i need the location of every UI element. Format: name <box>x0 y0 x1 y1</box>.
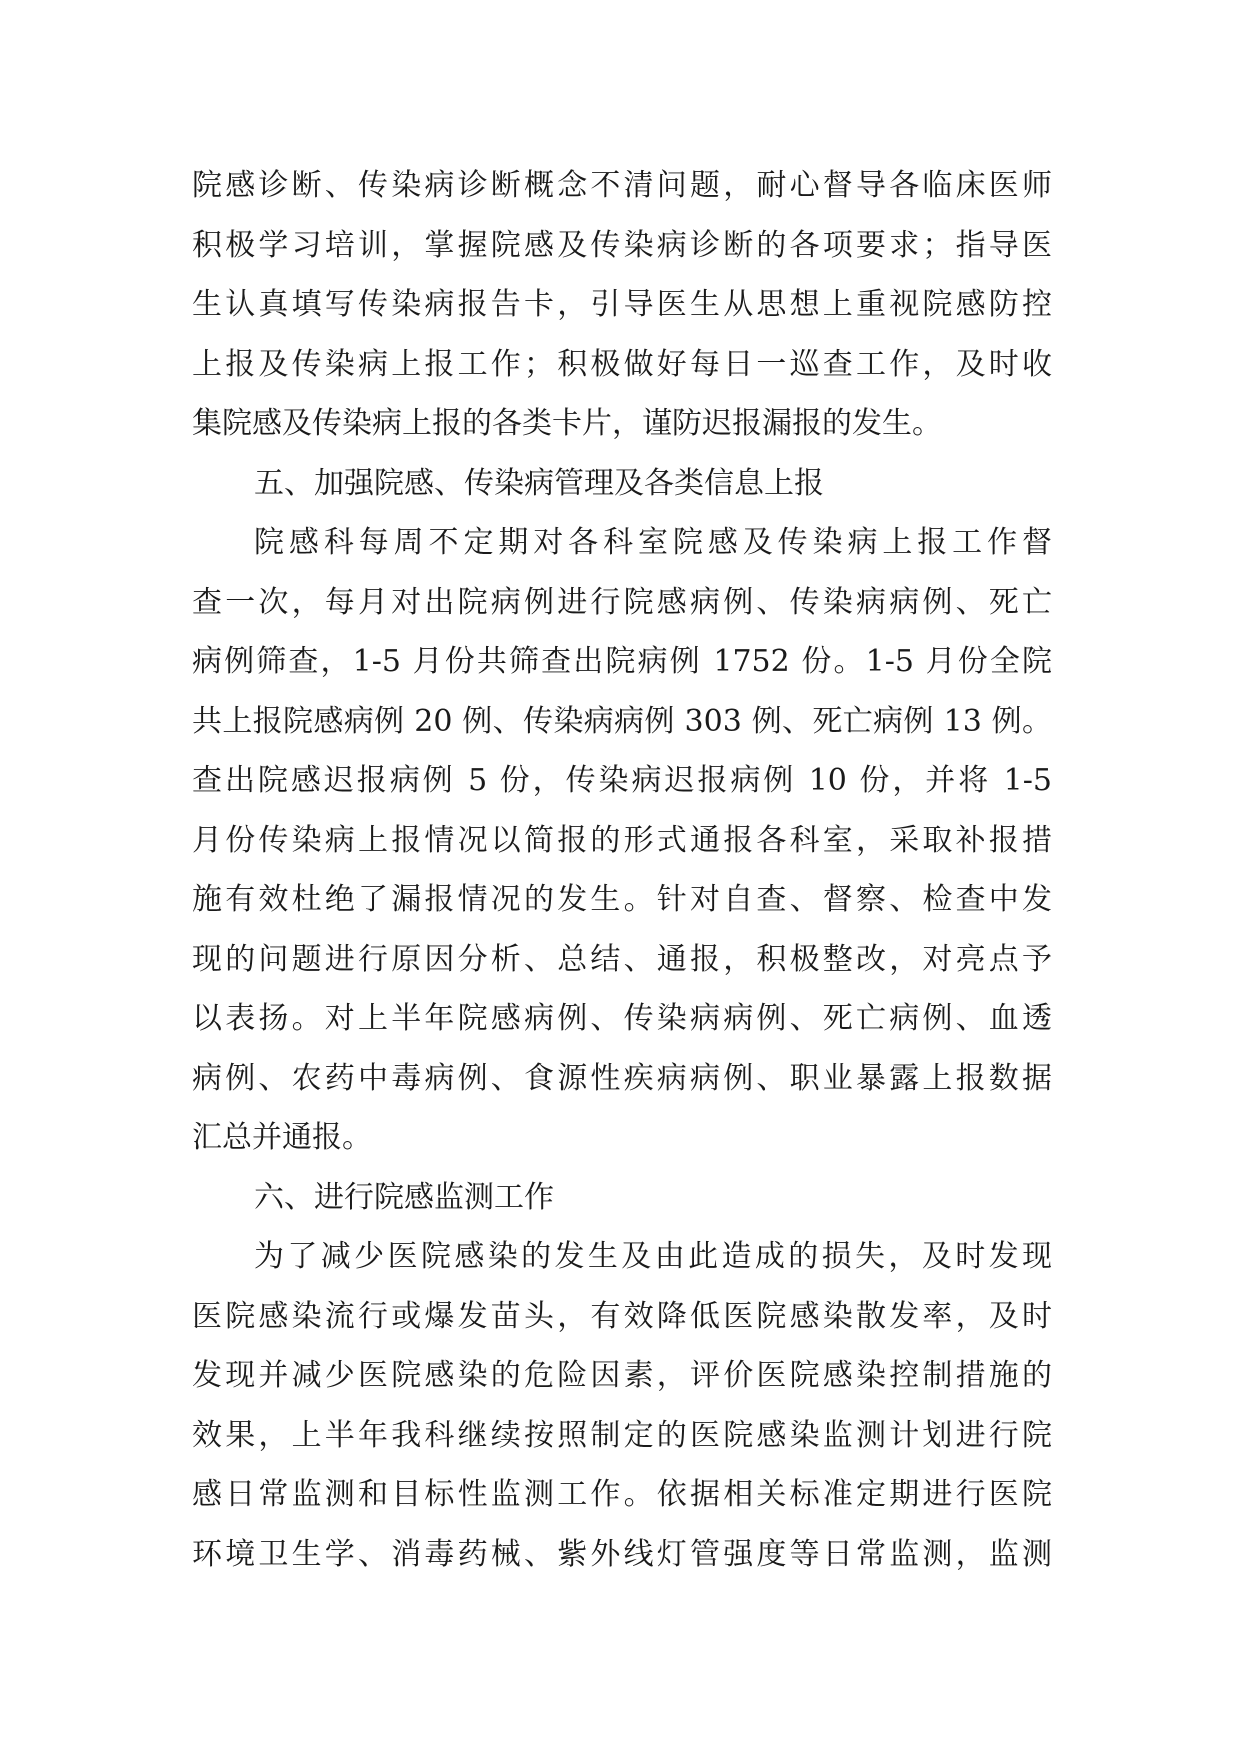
text-line: 病例、农药中毒病例、食源性疾病病例、职业暴露上报数据 <box>192 1060 1052 1096</box>
text-line: 环境卫生学、消毒药械、紫外线灯管强度等日常监测，监测 <box>192 1536 1052 1572</box>
text-line: 医院感染流行或爆发苗头，有效降低医院感染散发率，及时 <box>192 1298 1052 1334</box>
text-line: 感日常监测和目标性监测工作。依据相关标准定期进行医院 <box>192 1477 1052 1512</box>
text-line: 施有效杜绝了漏报情况的发生。针对自查、督察、检查中发 <box>192 882 1052 917</box>
document-body <box>192 156 1052 1584</box>
text-line: 病例筛查，1-5 月份共筛查出院病例 1752 份。1-5 月份全院 <box>192 644 1052 679</box>
text-line: 六、进行院感监测工作 <box>254 1179 554 1215</box>
paragraph-lines <box>192 156 1052 1584</box>
text-line: 查一次，每月对出院病例进行院感病例、传染病病例、死亡 <box>192 584 1052 620</box>
text-line: 月份传染病上报情况以简报的形式通报各科室，采取补报措 <box>192 822 1052 858</box>
text-line: 为了减少医院感染的发生及由此造成的损失，及时发现 <box>254 1239 1052 1274</box>
text-line: 以表扬。对上半年院感病例、传染病病例、死亡病例、血透 <box>192 1001 1052 1036</box>
text-line: 五、加强院感、传染病管理及各类信息上报 <box>254 465 824 501</box>
text-line: 集院感及传染病上报的各类卡片，谨防迟报漏报的发生。 <box>192 406 942 441</box>
text-line: 生认真填写传染病报告卡，引导医生从思想上重视院感防控 <box>192 287 1052 322</box>
text-line: 院感诊断、传染病诊断概念不清问题，耐心督导各临床医师 <box>192 168 1052 203</box>
text-line: 查出院感迟报病例 5 份，传染病迟报病例 10 份，并将 1-5 <box>192 763 1052 798</box>
text-line: 院感科每周不定期对各科室院感及传染病上报工作督 <box>254 525 1052 560</box>
text-line: 汇总并通报。 <box>192 1120 372 1155</box>
text-line: 现的问题进行原因分析、总结、通报，积极整改，对亮点予 <box>192 941 1052 977</box>
text-line: 积极学习培训，掌握院感及传染病诊断的各项要求；指导医 <box>192 227 1052 263</box>
text-line: 效果，上半年我科继续按照制定的医院感染监测计划进行院 <box>192 1417 1052 1453</box>
text-line: 共上报院感病例 20 例、传染病病例 303 例、死亡病例 13 例。 <box>192 703 1052 739</box>
text-line: 上报及传染病上报工作；积极做好每日一巡查工作，及时收 <box>192 346 1052 382</box>
text-line: 发现并减少医院感染的危险因素，评价医院感染控制措施的 <box>192 1358 1052 1393</box>
